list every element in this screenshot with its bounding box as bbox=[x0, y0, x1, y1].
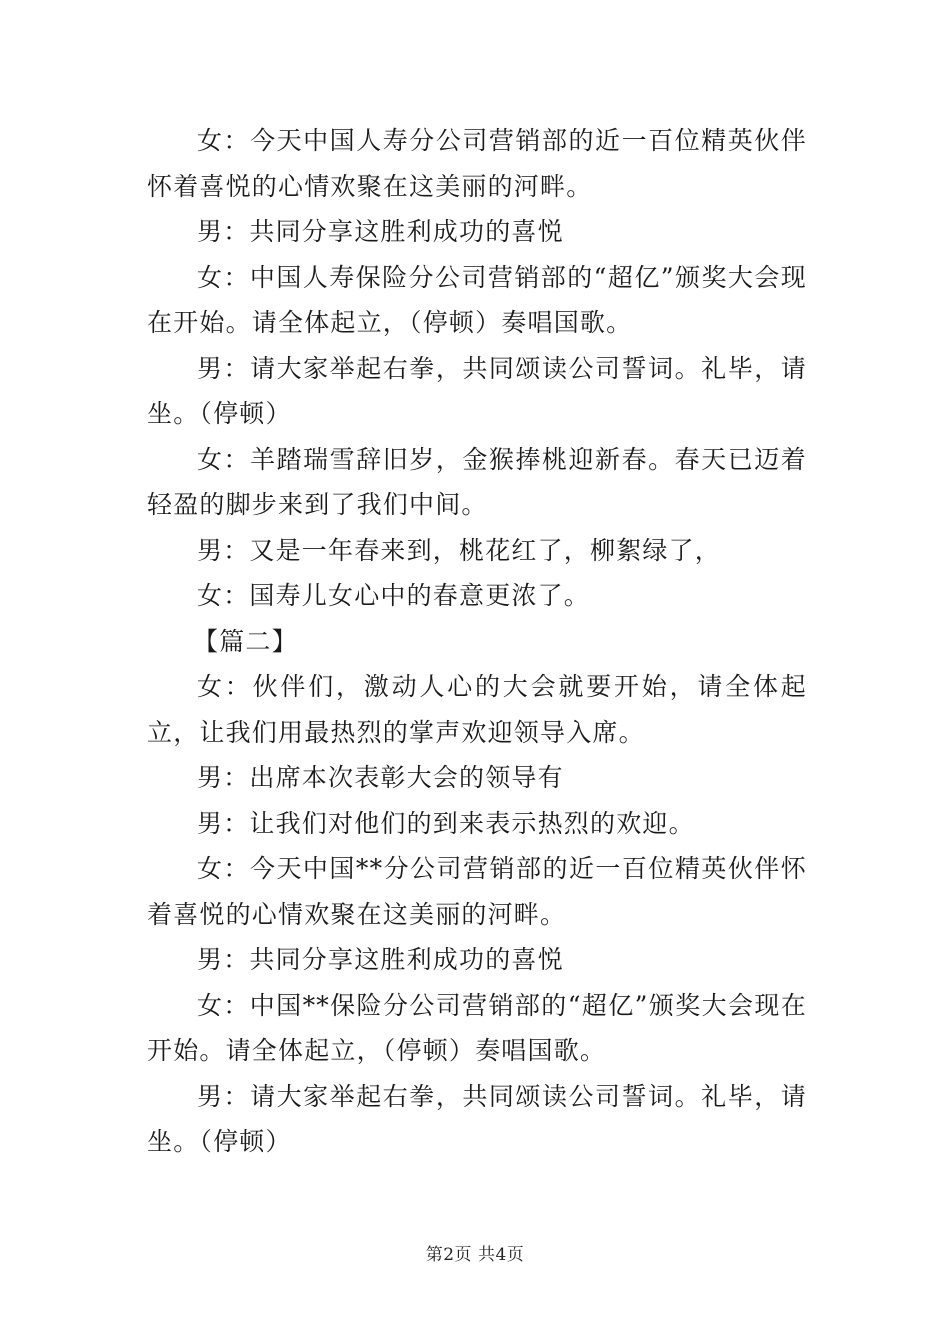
paragraph: 女：今天中国人寿分公司营销部的近一百位精英伙伴怀着喜悦的心情欢聚在这美丽的河畔。 bbox=[147, 126, 807, 201]
page-footer bbox=[0, 1240, 950, 1265]
paragraph: 女：伙伴们，激动人心的大会就要开始，请全体起立，让我们用最热烈的掌声欢迎领导入席。 bbox=[147, 672, 807, 747]
paragraph: 女：中国人寿保险分公司营销部的“超亿”颁奖大会现在开始。请全体起立，（停顿）奏唱国歌。 bbox=[147, 262, 807, 337]
paragraph: 男：共同分享这胜利成功的喜悦 bbox=[197, 217, 564, 246]
paragraph: 男：共同分享这胜利成功的喜悦 bbox=[197, 945, 564, 974]
paragraph: 男：让我们对他们的到来表示热烈的欢迎。 bbox=[197, 808, 695, 838]
section-heading: 【篇二】 bbox=[193, 626, 298, 656]
paragraph: 女：国寿儿女心中的春意更浓了。 bbox=[197, 581, 591, 610]
paragraph: 女：羊踏瑞雪辞旧岁，金猴捧桃迎新春。春天已迈着轻盈的脚步来到了我们中间。 bbox=[147, 444, 807, 519]
document-body bbox=[147, 118, 807, 1165]
paragraph: 女：中国**保险分公司营销部的“超亿”颁奖大会现在开始。请全体起立，（停顿）奏唱国歌。 bbox=[147, 990, 807, 1065]
paragraph: 男：又是一年春来到，桃花红了，柳絮绿了， bbox=[197, 535, 722, 565]
paragraph: 女：今天中国**分公司营销部的近一百位精英伙伴怀着喜悦的心情欢聚在这美丽的河畔。 bbox=[147, 854, 807, 929]
paragraph: 男：出席本次表彰大会的领导有 bbox=[197, 763, 564, 792]
page-number: 第2页 共4页 bbox=[425, 1245, 525, 1265]
paragraph: 男：请大家举起右拳，共同颂读公司誓词。礼毕，请坐。（停顿） bbox=[147, 1081, 807, 1156]
paragraph: 男：请大家举起右拳，共同颂读公司誓词。礼毕，请坐。（停顿） bbox=[147, 353, 807, 428]
